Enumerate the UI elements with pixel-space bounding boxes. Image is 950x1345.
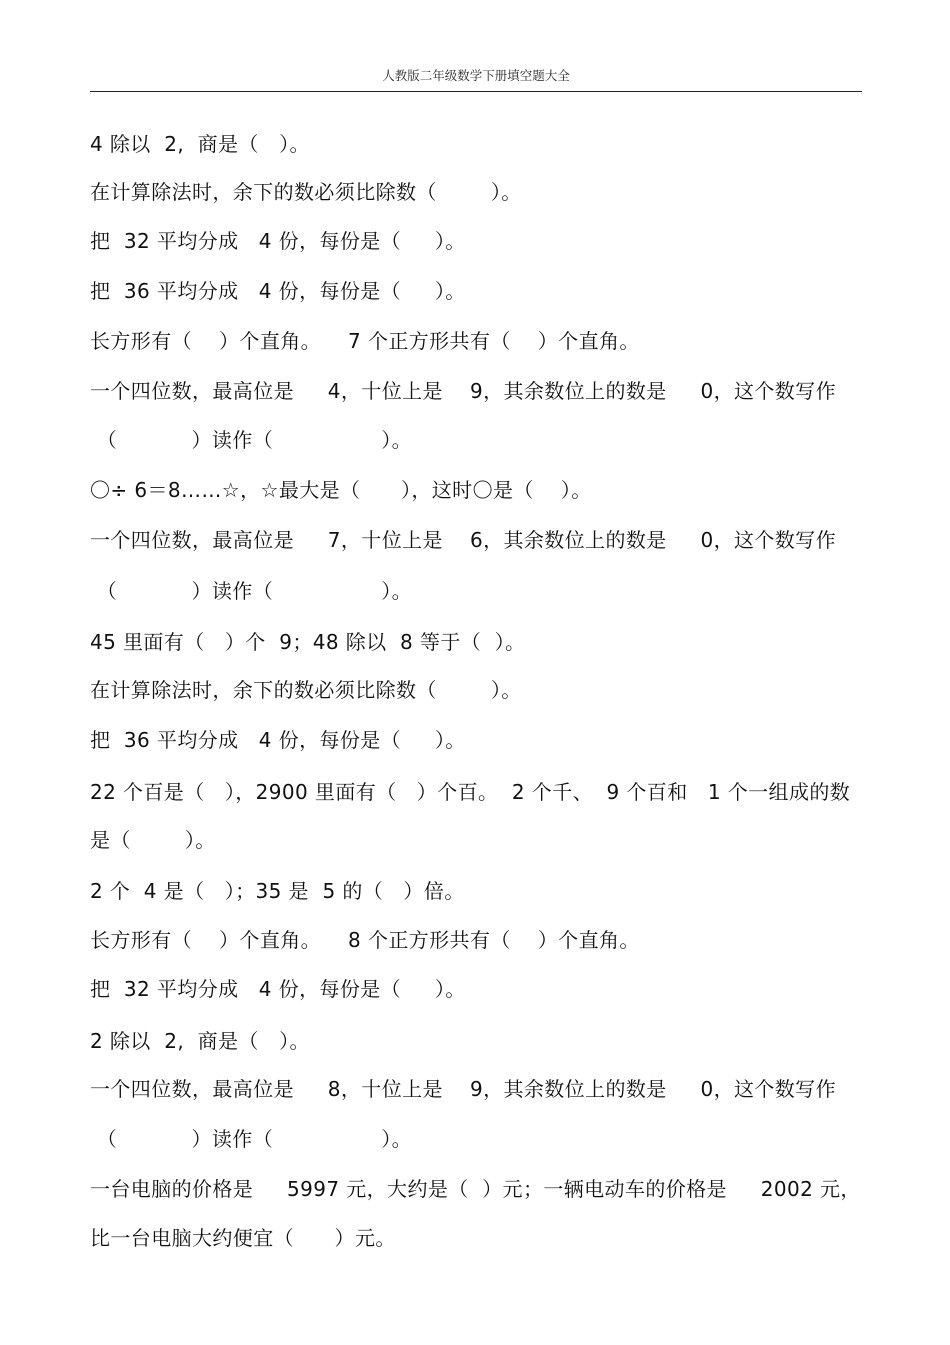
question-line: 是（ ）。 (90, 828, 216, 852)
question-line: 一台电脑的价格是 5997 元，大约是（ ）元；一辆电动车的价格是 2002 元， (90, 1177, 861, 1201)
question-line: 2 除以 2, 商是（ ）。 (90, 1029, 310, 1053)
question-line: （ ）读作（ ）。 (90, 428, 413, 452)
question-line: （ ）读作（ ）。 (90, 579, 413, 603)
question-line: 22 个百是（ ），2900 里面有（ ）个百。 2 个千、 9 个百和 1 个一组成的数 (90, 780, 851, 804)
header-divider (90, 91, 862, 92)
question-line: 把 32 平均分成 4 份，每份是（ ）。 (90, 229, 466, 253)
question-line: 一个四位数，最高位是 8，十位上是 9，其余数位上的数是 0，这个数写作 (90, 1077, 836, 1101)
question-line: 一个四位数，最高位是 7，十位上是 6，其余数位上的数是 0，这个数写作 (90, 528, 836, 552)
question-line: 把 36 平均分成 4 份，每份是（ ）。 (90, 728, 466, 752)
question-line: 把 32 平均分成 4 份，每份是（ ）。 (90, 977, 466, 1001)
question-line: 45 里面有（ ）个 9；48 除以 8 等于（ ）。 (90, 630, 526, 654)
question-line: 长方形有（ ）个直角。 7 个正方形共有（ ）个直角。 (90, 329, 640, 353)
page-header-title: 人教版二年级数学下册填空题大全 (382, 68, 570, 83)
question-line: 长方形有（ ）个直角。 8 个正方形共有（ ）个直角。 (90, 928, 640, 952)
question-line: 在计算除法时，余下的数必须比除数（ ）。 (90, 180, 522, 204)
question-line: 2 个 4 是（ ）；35 是 5 的（ ）倍。 (90, 879, 465, 903)
question-line: 一个四位数，最高位是 4，十位上是 9，其余数位上的数是 0，这个数写作 (90, 379, 836, 403)
question-line: （ ）读作（ ）。 (90, 1127, 413, 1151)
question-line: 在计算除法时，余下的数必须比除数（ ）。 (90, 678, 522, 702)
question-line: 4 除以 2, 商是（ ）。 (90, 132, 310, 156)
question-line: 〇÷ 6＝8……☆，☆最大是（ ），这时〇是（ ）。 (90, 478, 592, 502)
question-line: 把 36 平均分成 4 份，每份是（ ）。 (90, 279, 466, 303)
question-line: 比一台电脑大约便宜（ ）元。 (90, 1226, 396, 1250)
